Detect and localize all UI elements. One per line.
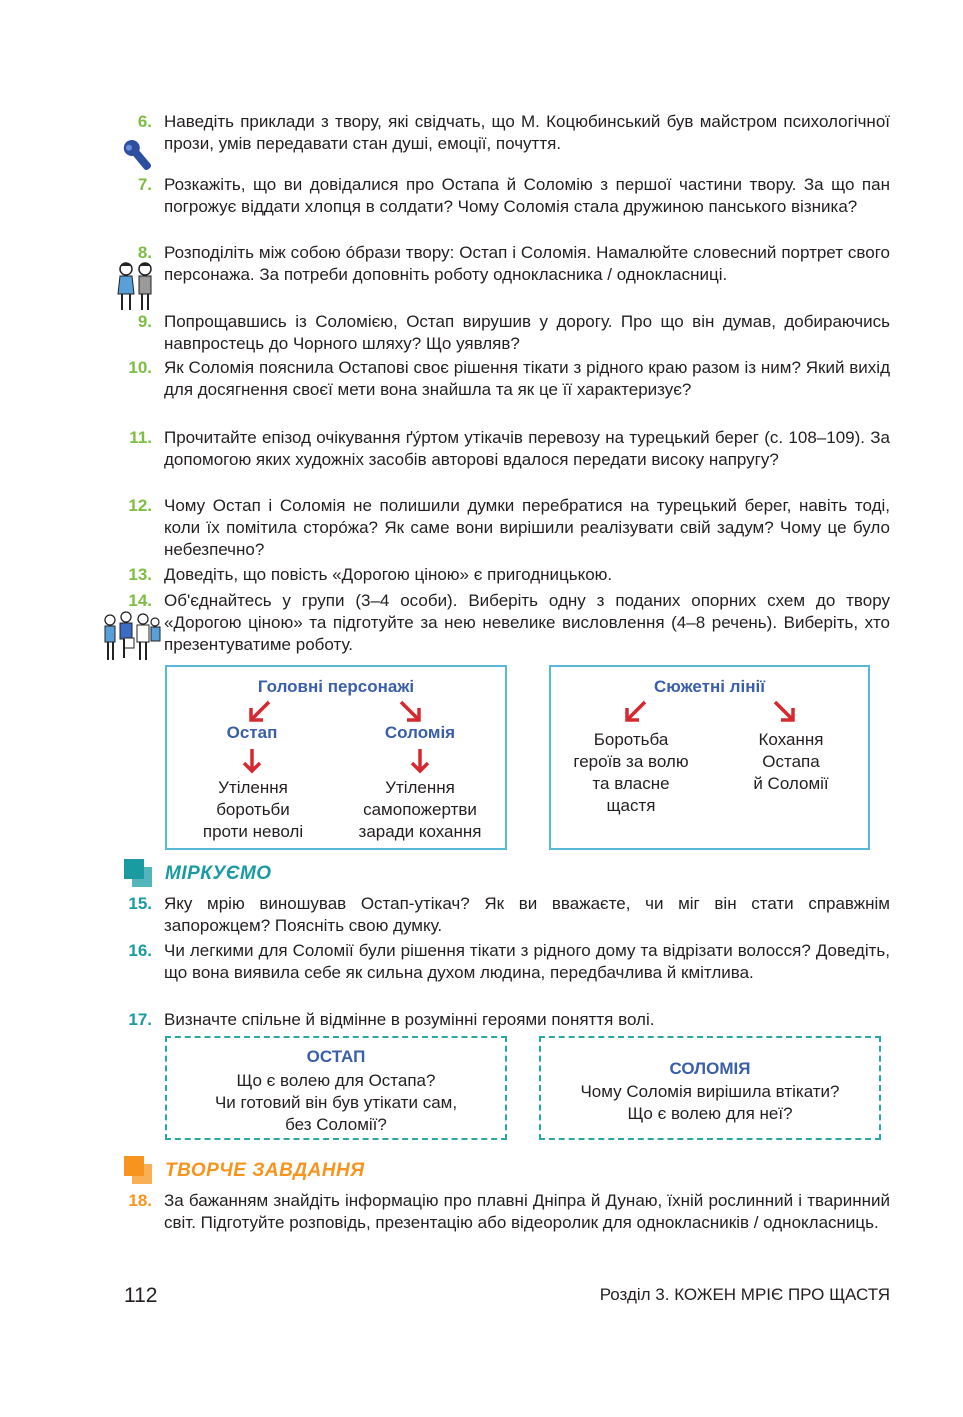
question-17 (118, 1009, 890, 1031)
question-18 (118, 1190, 890, 1234)
section-heading-think: МІРКУЄМО (165, 863, 272, 884)
group-people-icon (100, 610, 162, 662)
text-line: Чому Соломія вирішила втікати? (580, 1082, 840, 1101)
question-text: Чи легкими для Соломії були рішення тікати з рідного дому та відрізати волосся? Доведіть, що вона виявила себе як сильна духом людина, передбачлива й кмітлива. (164, 941, 890, 982)
comparison-box-solomiia (539, 1036, 881, 1140)
scheme-title: Головні персонажі (257, 677, 415, 696)
question-number: 13. (128, 565, 152, 584)
text-line: Боротьба (593, 730, 669, 749)
arrow-down-right-icon (397, 699, 425, 725)
teal-squares-icon (124, 859, 154, 889)
text-line: Чи готовий він був утікати сам, (214, 1093, 458, 1112)
question-16 (118, 940, 890, 984)
text-line: Що є волею для Остапа? (236, 1071, 436, 1090)
question-number: 17. (128, 1010, 152, 1029)
node-text-left (179, 777, 327, 843)
question-number: 18. (128, 1191, 152, 1210)
comparison-box-ostap (165, 1036, 507, 1140)
node-text-left (557, 729, 705, 817)
text-line: боротьби (216, 800, 290, 819)
node-ostap: Остап (226, 723, 278, 742)
section-footer: Розділ 3. КОЖЕН МРІЄ ПРО ЩАСТЯ (599, 1285, 890, 1304)
question-7 (118, 174, 890, 218)
box-title: СОЛОМІЯ (669, 1059, 751, 1078)
text-line: й Соломії (753, 774, 829, 793)
question-9 (118, 311, 890, 355)
question-14 (118, 590, 890, 656)
arrow-down-icon (410, 747, 430, 775)
question-text: Наведіть приклади з твору, які свідчать, що М. Коцюбинський був майстром психологічної прози, умів передавати стан душі, емоції, почуття. (164, 112, 890, 153)
microphone-icon (118, 136, 160, 174)
text-line: Кохання (758, 730, 824, 749)
text-line: Остапа (762, 752, 820, 771)
question-15 (118, 893, 890, 937)
text-line: Утілення (385, 778, 455, 797)
question-number: 11. (129, 428, 152, 447)
question-13 (118, 564, 890, 586)
text-line: Утілення (218, 778, 288, 797)
question-number: 12. (128, 496, 152, 515)
question-text: Як Соломія пояснила Остапові своє рішення тікати з рідного краю разом із ним? Який вихід для досягнення своєї мети вона знайшла та як це її характеризує? (164, 358, 890, 399)
node-text-right (343, 777, 497, 843)
node-text-right (721, 729, 861, 795)
page-number: 112 (124, 1284, 158, 1307)
text-line: проти неволі (202, 822, 304, 841)
question-8 (118, 242, 890, 286)
question-number: 10. (128, 358, 152, 377)
text-line: заради кохання (358, 822, 482, 841)
question-12 (118, 495, 890, 561)
question-number: 7. (137, 175, 152, 194)
question-text: Доведіть, що повість «Дорогою ціною» є пригодницькою. (164, 565, 613, 584)
question-text: Розкажіть, що ви довідалися про Остапа й Соломію з першої частини твору. За що пан погрожує віддати хлопця в солдати? Чому Соломія стала дружиною панського візника? (164, 175, 890, 216)
question-text: Об'єднайтесь у групи (3–4 особи). Виберіть одну з поданих опорних схем до твору «Дорогою ціною» та підготуйте за нею невелике висловлення (4–8 речень). Виберіть, хто презентуватиме роботу. (164, 591, 890, 654)
node-solomiia: Соломія (384, 723, 456, 742)
box-text (541, 1081, 879, 1125)
question-6 (118, 111, 890, 155)
orange-squares-icon (124, 1156, 154, 1186)
scheme-main-characters (165, 665, 507, 850)
question-10 (118, 357, 890, 401)
question-number: 8. (137, 243, 152, 262)
question-text: Розподіліть між собою óбрази твору: Остап і Соломія. Намалюйте словесний портрет свого персонажа. За потреби доповніть роботу однокласника / однокласниці. (164, 243, 890, 284)
question-text: Визначте спільне й відмінне в розумінні героями поняття волі. (164, 1010, 655, 1029)
pair-people-icon (110, 260, 160, 312)
question-text: Прочитайте епізод очікування ґýртом утікачів перевозу на турецький берег (с. 108–109). За допомогою яких художніх засобів авторові вдалося передати високу напругу? (164, 428, 890, 469)
scheme-plot-lines (549, 665, 870, 850)
text-line: щастя (606, 796, 656, 815)
question-number: 14. (128, 591, 152, 610)
section-heading-creative: ТВОРЧЕ ЗАВДАННЯ (165, 1160, 365, 1181)
question-11 (118, 427, 890, 471)
arrow-down-right-icon (771, 699, 799, 725)
box-title: ОСТАП (306, 1047, 366, 1066)
question-text: Попрощавшись із Соломією, Остап вирушив у дорогу. Про що він думав, добираючись навпростець до Чорного шляху? Що уявляв? (164, 312, 890, 353)
text-line: Що є волею для неї? (627, 1104, 793, 1123)
text-line: та власне (592, 774, 670, 793)
question-text: За бажанням знайдіть інформацію про плавні Дніпра й Дунаю, їхній рослинний і тваринний світ. Підготуйте розповідь, презентацію або відеоролик для однокласників / однокласниць. (164, 1191, 890, 1232)
question-text: Яку мрію виношував Остап-утікач? Як ви вважаєте, чи міг він стати справжнім запорожцем? Поясніть свою думку. (164, 894, 890, 935)
text-line: самопожертви (363, 800, 477, 819)
arrow-down-left-icon (621, 699, 649, 725)
question-number: 15. (128, 894, 152, 913)
arrow-down-left-icon (245, 699, 273, 725)
question-number: 16. (128, 941, 152, 960)
box-text (167, 1070, 505, 1136)
question-text: Чому Остап і Соломія не полишили думки перебратися на турецький берег, навіть тоді, коли їх помітила сторóжа? Як саме вони вирішили реалізувати свій задум? Чому це було небезпечно? (164, 496, 890, 559)
text-line: без Соломії? (285, 1115, 387, 1134)
arrow-down-icon (242, 747, 262, 775)
text-line: героїв за волю (573, 752, 689, 771)
scheme-title: Сюжетні лінії (654, 677, 765, 696)
question-number: 9. (137, 312, 152, 331)
question-number: 6. (137, 112, 152, 131)
